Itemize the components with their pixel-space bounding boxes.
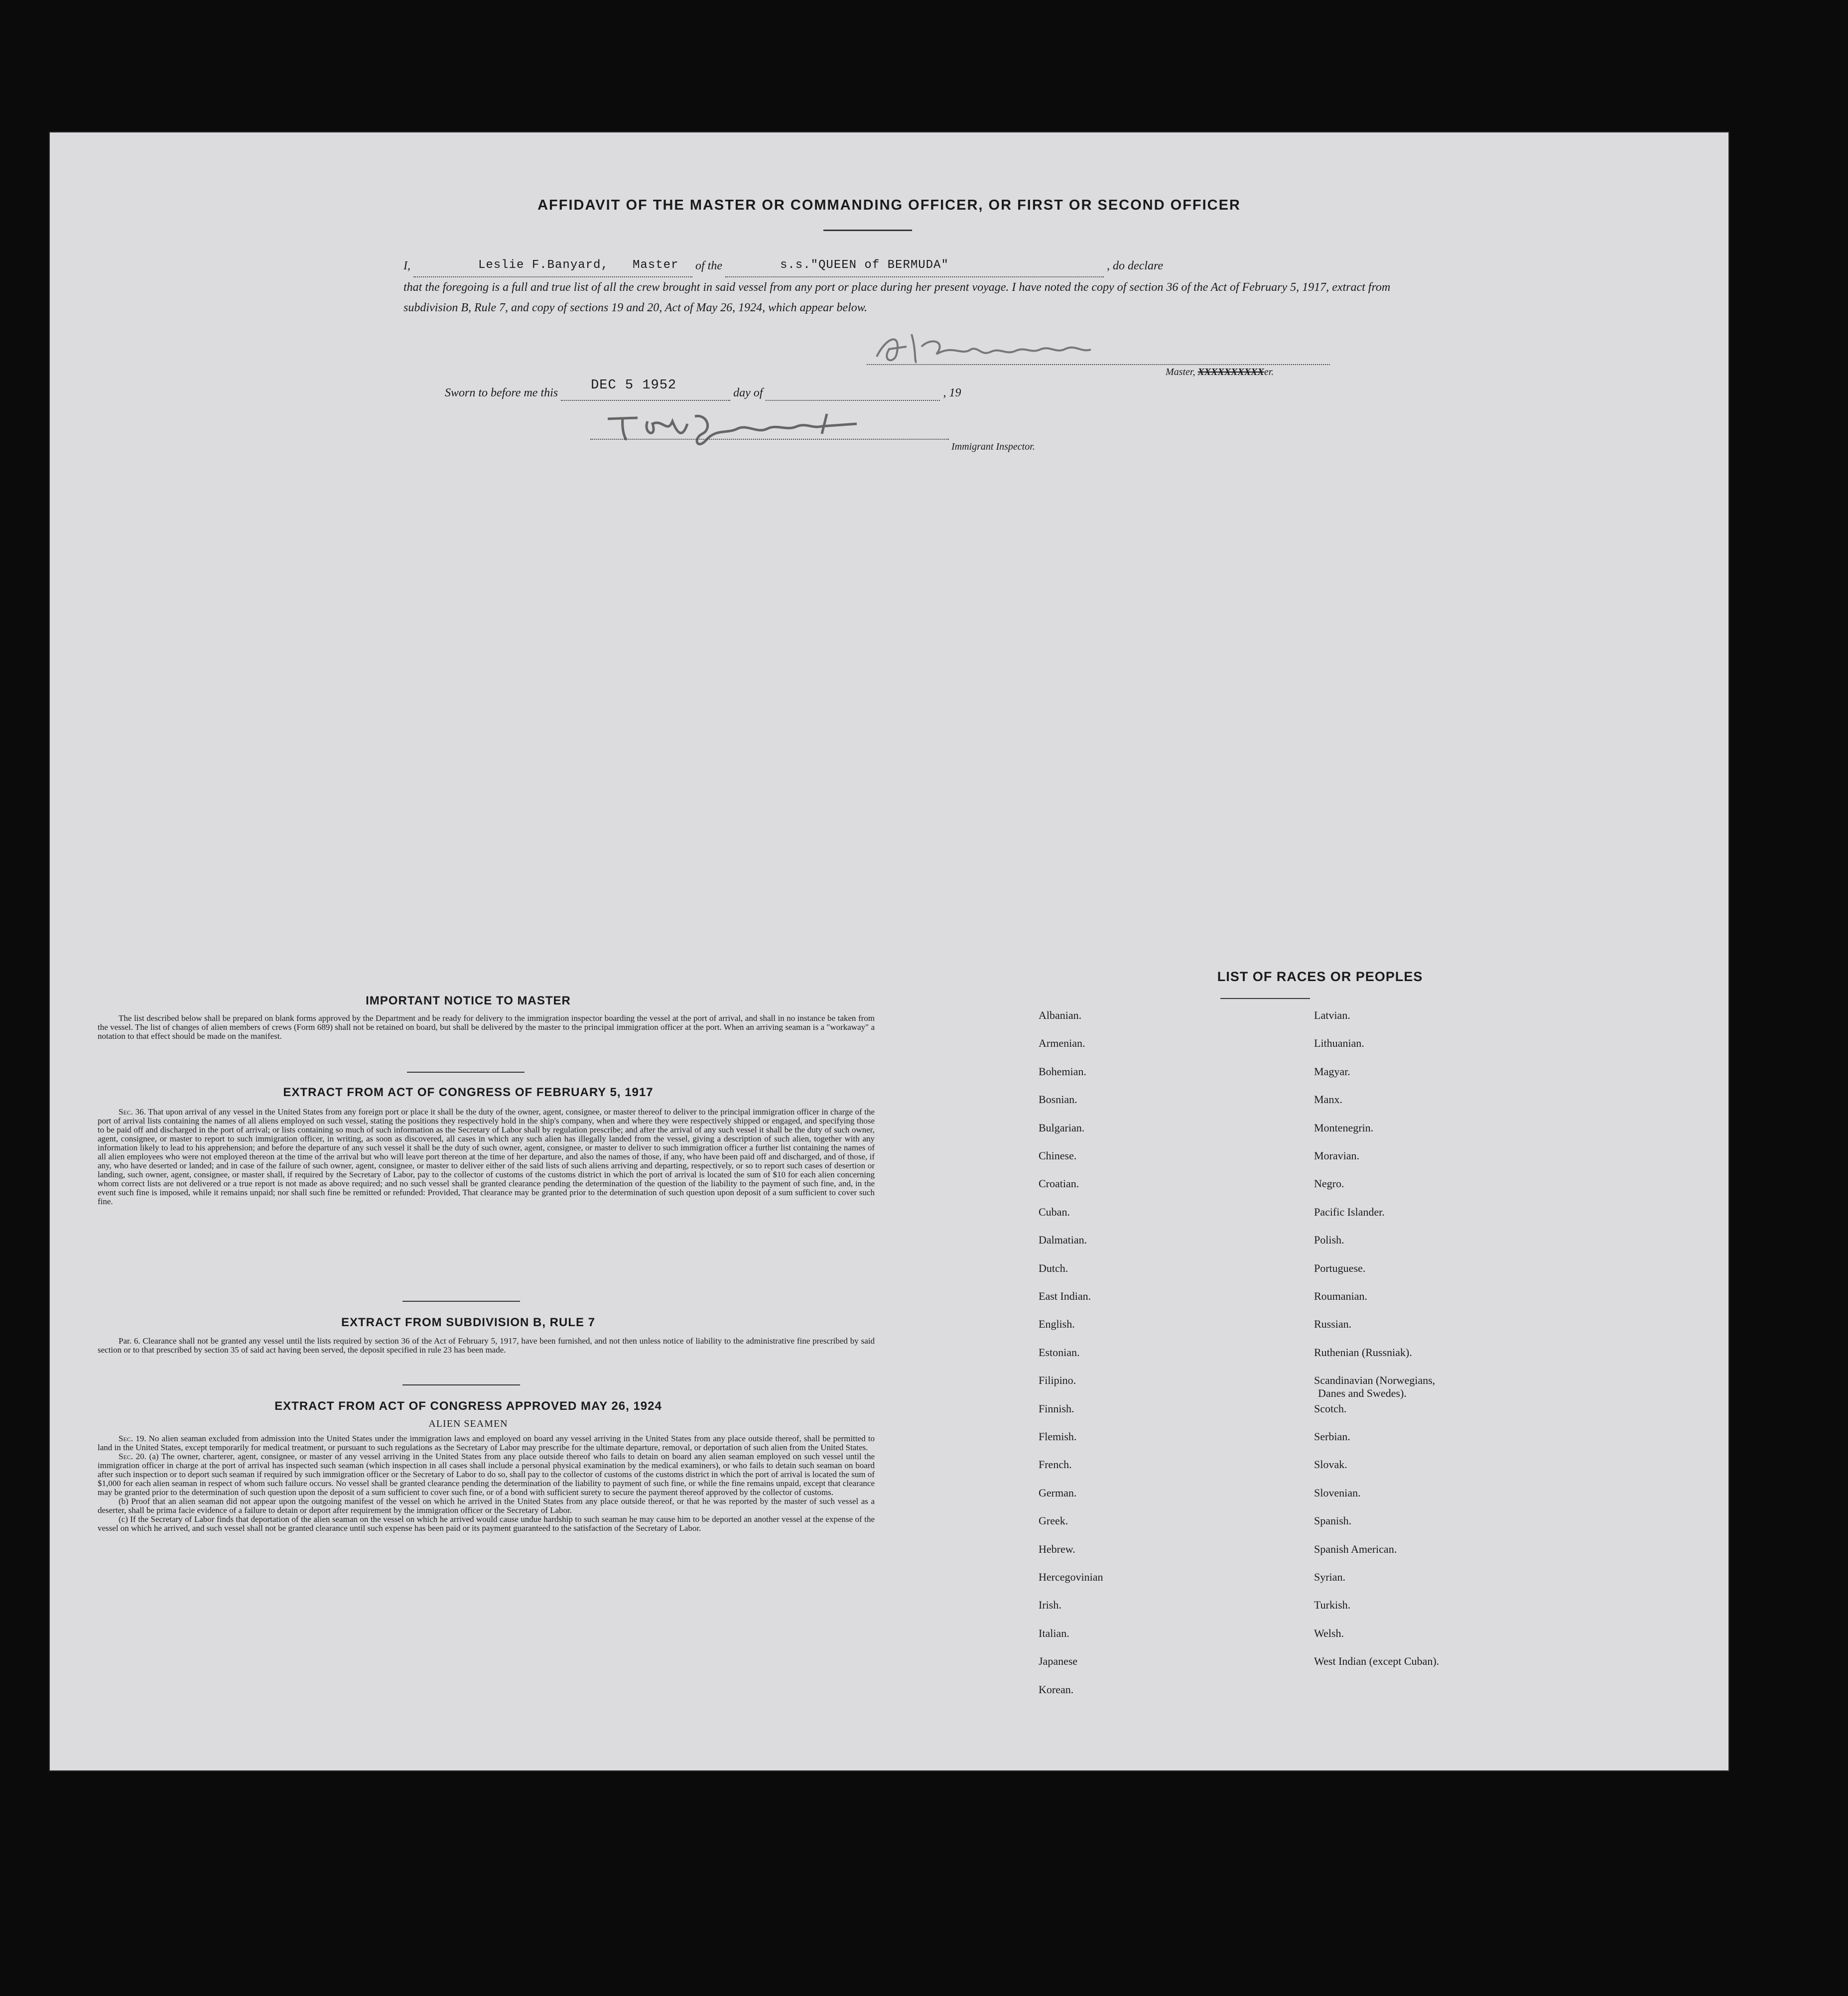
sworn-line bbox=[445, 378, 961, 401]
declaration-text: that the foregoing is a full and true list of all the crew brought in said vessel from any port or place during her present voyage. I have noted the copy of section 36 of the Act of February 5, 1917, extract from subdivision B, Rule 7, and copy of sections 19 and 20, Act of May 26, 1924, which appear below. bbox=[403, 281, 1391, 314]
race-item: Dutch. bbox=[1039, 1261, 1068, 1274]
race-item: Latvian. bbox=[1314, 1009, 1350, 1021]
race-item: Polish. bbox=[1314, 1234, 1344, 1247]
struck-title: XXXXXXXXXX bbox=[1197, 367, 1264, 377]
race-item: German. bbox=[1039, 1486, 1077, 1499]
document-page bbox=[50, 132, 1728, 1770]
race-item: Bulgarian. bbox=[1039, 1121, 1085, 1134]
race-item: Welsh. bbox=[1314, 1626, 1344, 1639]
of-the-label: of the bbox=[695, 259, 722, 272]
race-item: Lithuanian. bbox=[1314, 1037, 1364, 1050]
affidavit-body bbox=[403, 256, 1400, 318]
race-item: Flemish. bbox=[1039, 1430, 1077, 1443]
race-item: Serbian. bbox=[1314, 1430, 1350, 1443]
race-item: Scandinavian (Norwegians, bbox=[1314, 1374, 1436, 1387]
title-divider bbox=[823, 230, 912, 231]
sworn-label: Sworn to before me this bbox=[445, 386, 558, 399]
race-item: Estonian. bbox=[1039, 1346, 1080, 1359]
vessel-name: s.s."QUEEN of BERMUDA" bbox=[780, 258, 949, 272]
day-of-label: day of bbox=[733, 386, 763, 399]
race-item: Dalmatian. bbox=[1039, 1234, 1087, 1247]
race-item: Moravian. bbox=[1314, 1149, 1360, 1162]
signature-caption: Master, XXXXXXXXXXer. bbox=[1166, 367, 1274, 377]
race-item: West Indian (except Cuban). bbox=[1314, 1655, 1440, 1668]
extract-1924-subtitle: ALIEN SEAMEN bbox=[428, 1418, 508, 1429]
race-item: Hebrew. bbox=[1039, 1542, 1075, 1555]
notice-text: The list described below shall be prepared on blank forms approved by the Department and be ready for delivery to the immigration inspector boarding the vessel at the port of arrival, and shall in no instance be taken from the vessel. The list of changes of alien members of crews (Form 689) shall not be retained on board, but shall be delivered by the master to the principal immigration officer at the port. When an arriving seaman is a "workaway" a notation to that effect should be made on the manifest. bbox=[98, 1013, 875, 1041]
signature-line bbox=[867, 364, 1330, 365]
race-item: Roumanian. bbox=[1314, 1290, 1367, 1302]
race-item: Scotch. bbox=[1314, 1402, 1347, 1415]
race-item: Armenian. bbox=[1039, 1037, 1085, 1050]
race-item: Slovak. bbox=[1314, 1458, 1347, 1471]
notice-title: IMPORTANT NOTICE TO MASTER bbox=[366, 994, 571, 1007]
race-item: Korean. bbox=[1039, 1683, 1074, 1696]
race-item: Syrian. bbox=[1314, 1571, 1345, 1583]
year-prefix: , 19 bbox=[943, 386, 961, 399]
race-item: Filipino. bbox=[1039, 1374, 1076, 1387]
sworn-date: DEC 5 1952 bbox=[591, 378, 677, 393]
race-item: French. bbox=[1039, 1458, 1072, 1471]
race-item: Finnish. bbox=[1039, 1402, 1074, 1415]
race-item: Spanish American. bbox=[1314, 1542, 1397, 1555]
extract-1924-title: EXTRACT FROM ACT OF CONGRESS APPROVED MAY 26, 1924 bbox=[274, 1399, 662, 1413]
race-item: Greek. bbox=[1039, 1514, 1068, 1527]
races-divider bbox=[1220, 998, 1310, 999]
race-item: Montenegrin. bbox=[1314, 1121, 1374, 1134]
declaration-line bbox=[403, 256, 1400, 277]
do-declare-label: , do declare bbox=[1107, 259, 1164, 272]
race-item: Ruthenian (Russniak). bbox=[1314, 1346, 1412, 1359]
race-item: Italian. bbox=[1039, 1626, 1069, 1639]
race-item: Manx. bbox=[1314, 1093, 1342, 1106]
extract-rule7-text: Par. 6. Clearance shall not be granted any vessel until the lists required by section 36 of the Act of February 5, 1917, have been furnished, and not then unless notice of liability to the administrative fine prescribed by said section or to that prescribed by section 35 of said act having been served, the deposit specified in rule 23 has been made. bbox=[98, 1336, 875, 1355]
race-item: Albanian. bbox=[1039, 1009, 1082, 1021]
extract-rule7-title: EXTRACT FROM SUBDIVISION B, RULE 7 bbox=[341, 1316, 596, 1329]
race-item: Portuguese. bbox=[1314, 1261, 1366, 1274]
race-item: Japanese bbox=[1039, 1655, 1078, 1668]
extract-1924-text: Sec. 19. No alien seaman excluded from admission into the United States under the immigration laws and employed on board any vessel arriving in the United States from any place outside thereof, shall be permitted to land in the United States, except temporarily for medical treatment, or pursuant to such regulations as the Secretary of Labor may prescribe for the ultimate departure, removal, or deportation of such alien from the United States. Sec. 20. (a) The owner, charterer, agent, consignee, or master of any vessel arriving in the United States from any place outside thereof who fails to detain on board any alien seaman employed on such vessel until the immigration officer in charge at the port of arrival has inspected such seaman (which inspection in all cases shall include a personal physical examination by the medical examiners), or who fails to detain such seaman on board after such inspection or to deport such seaman if required by such immigration officer or the Secretary of Labor to do so, shall pay to the collector of customs of the customs district in which the port of arrival is located the sum of $1,000 for each alien seaman in respect of whom such failure occurs. No vessel shall be granted clearance pending the determination of the liability to payment of such fine, or while the fine remains unpaid, except that clearance may be granted prior to the determination of such question upon the deposit of a sum sufficient to cover such fine, or of a bond with sufficient surety to secure the payment thereof approved by the collector of customs. (b) Proof that an alien seaman did not appear upon the outgoing manifest of the vessel on which he arrived in the United States from any place outside thereof, or that he was reported by the master of such vessel as a deserter, shall be prima facie evidence of a failure to detain or deport after requirement by the immigration officer or the Secretary of Labor. (c) If the Secretary of Labor finds that deportation of the alien seaman on the vessel on which he arrived would cause undue hardship to such seaman he may cause him to be deported an another vessel at the expense of the vessel on which he arrived, and such vessel shall not be granted clearance until such expense has been paid or its payment guaranteed to the satisfaction of the Secretary of Labor. bbox=[98, 1434, 875, 1533]
race-item: Negro. bbox=[1314, 1177, 1344, 1190]
race-item: Croatian. bbox=[1039, 1177, 1079, 1190]
pronoun: I, bbox=[403, 259, 410, 272]
inspector-line bbox=[590, 439, 949, 440]
race-item: Cuban. bbox=[1039, 1205, 1070, 1218]
race-item: Spanish. bbox=[1314, 1514, 1352, 1527]
races-title: LIST OF RACES OR PEOPLES bbox=[1217, 969, 1423, 984]
race-item: Pacific Islander. bbox=[1314, 1205, 1385, 1218]
race-item: Danes and Swedes). bbox=[1318, 1387, 1407, 1400]
race-item: Turkish. bbox=[1314, 1599, 1351, 1612]
divider bbox=[402, 1384, 520, 1385]
race-item: Hercegovinian bbox=[1039, 1571, 1103, 1583]
race-item: Slovenian. bbox=[1314, 1486, 1361, 1499]
race-item: Bohemian. bbox=[1039, 1065, 1086, 1078]
inspector-signature-image bbox=[588, 404, 897, 454]
inspector-caption: Immigrant Inspector. bbox=[951, 441, 1035, 452]
master-name: Leslie F.Banyard, bbox=[478, 258, 609, 272]
master-signature bbox=[867, 327, 1146, 374]
affidavit-title: AFFIDAVIT OF THE MASTER OR COMMANDING OFFICER, OR FIRST OR SECOND OFFICER bbox=[537, 197, 1241, 213]
race-item: Irish. bbox=[1039, 1599, 1061, 1612]
race-item: English. bbox=[1039, 1318, 1075, 1331]
divider bbox=[407, 1072, 525, 1073]
extract-1917-text: Sec. 36. That upon arrival of any vessel in the United States from any foreign port or place it shall be the duty of the owner, agent, consignee, or master thereof to deliver to the principal immigration officer in charge of the port of arrival lists containing the names of all aliens employed on such vessel, stating the positions they respectively hold in the ship's company, when and where they were respectively shipped or engaged, and specifying those to be paid off and discharged in the port of arrival; or lists containing so much of such information as the Secretary of Labor shall by regulation prescribe; and after the arrival of any such vessel it shall be the duty of such owner, agent, consignee, or master to report to such immigration officer, in writing, as soon as discovered, all cases in which any such alien has illegally landed from the vessel, giving a description of such alien, together with any information likely to lead to his apprehension; and before the departure of any such vessel it shall be the duty of such owner, agent, consignee, or master to deliver to such immigration officer a further list containing the names of all alien employees who were not employed thereon at the time of the arrival but who will leave port thereon at the time of her departure, and also the names of those, if any, who have been paid off and discharged, and of those, if any, who have deserted or landed; and in case of the failure of such owner, agent, consignee, or master to deliver either of the said lists of such aliens arriving and departing, respectively, or so to report such cases of desertion or landing, such owner, agent, consignee, or master shall, if required by the Secretary of Labor, pay to the collector of customs of the customs district in which the port of arrival is located the sum of $10 for each alien concerning whom correct lists are not delivered or a true report is not made as above required; and no such vessel shall be granted clearance pending the determination of the question of the liability to the payment of such fine, and, in the event such fine is imposed, while it remains unpaid; nor shall such fine be remitted or refunded: Provided, That clearance may be granted prior to the determination of such question upon deposit of a sum sufficient to cover such fine. bbox=[98, 1107, 875, 1206]
inspector-signature bbox=[588, 404, 897, 456]
race-item: Bosnian. bbox=[1039, 1093, 1077, 1106]
race-item: Magyar. bbox=[1314, 1065, 1350, 1078]
master-rank: Master bbox=[633, 258, 679, 272]
race-item: Russian. bbox=[1314, 1318, 1352, 1331]
race-item: Chinese. bbox=[1039, 1149, 1077, 1162]
divider bbox=[402, 1301, 520, 1302]
extract-1917-title: EXTRACT FROM ACT OF CONGRESS OF FEBRUARY 5, 1917 bbox=[283, 1086, 654, 1099]
race-item: East Indian. bbox=[1039, 1290, 1091, 1302]
